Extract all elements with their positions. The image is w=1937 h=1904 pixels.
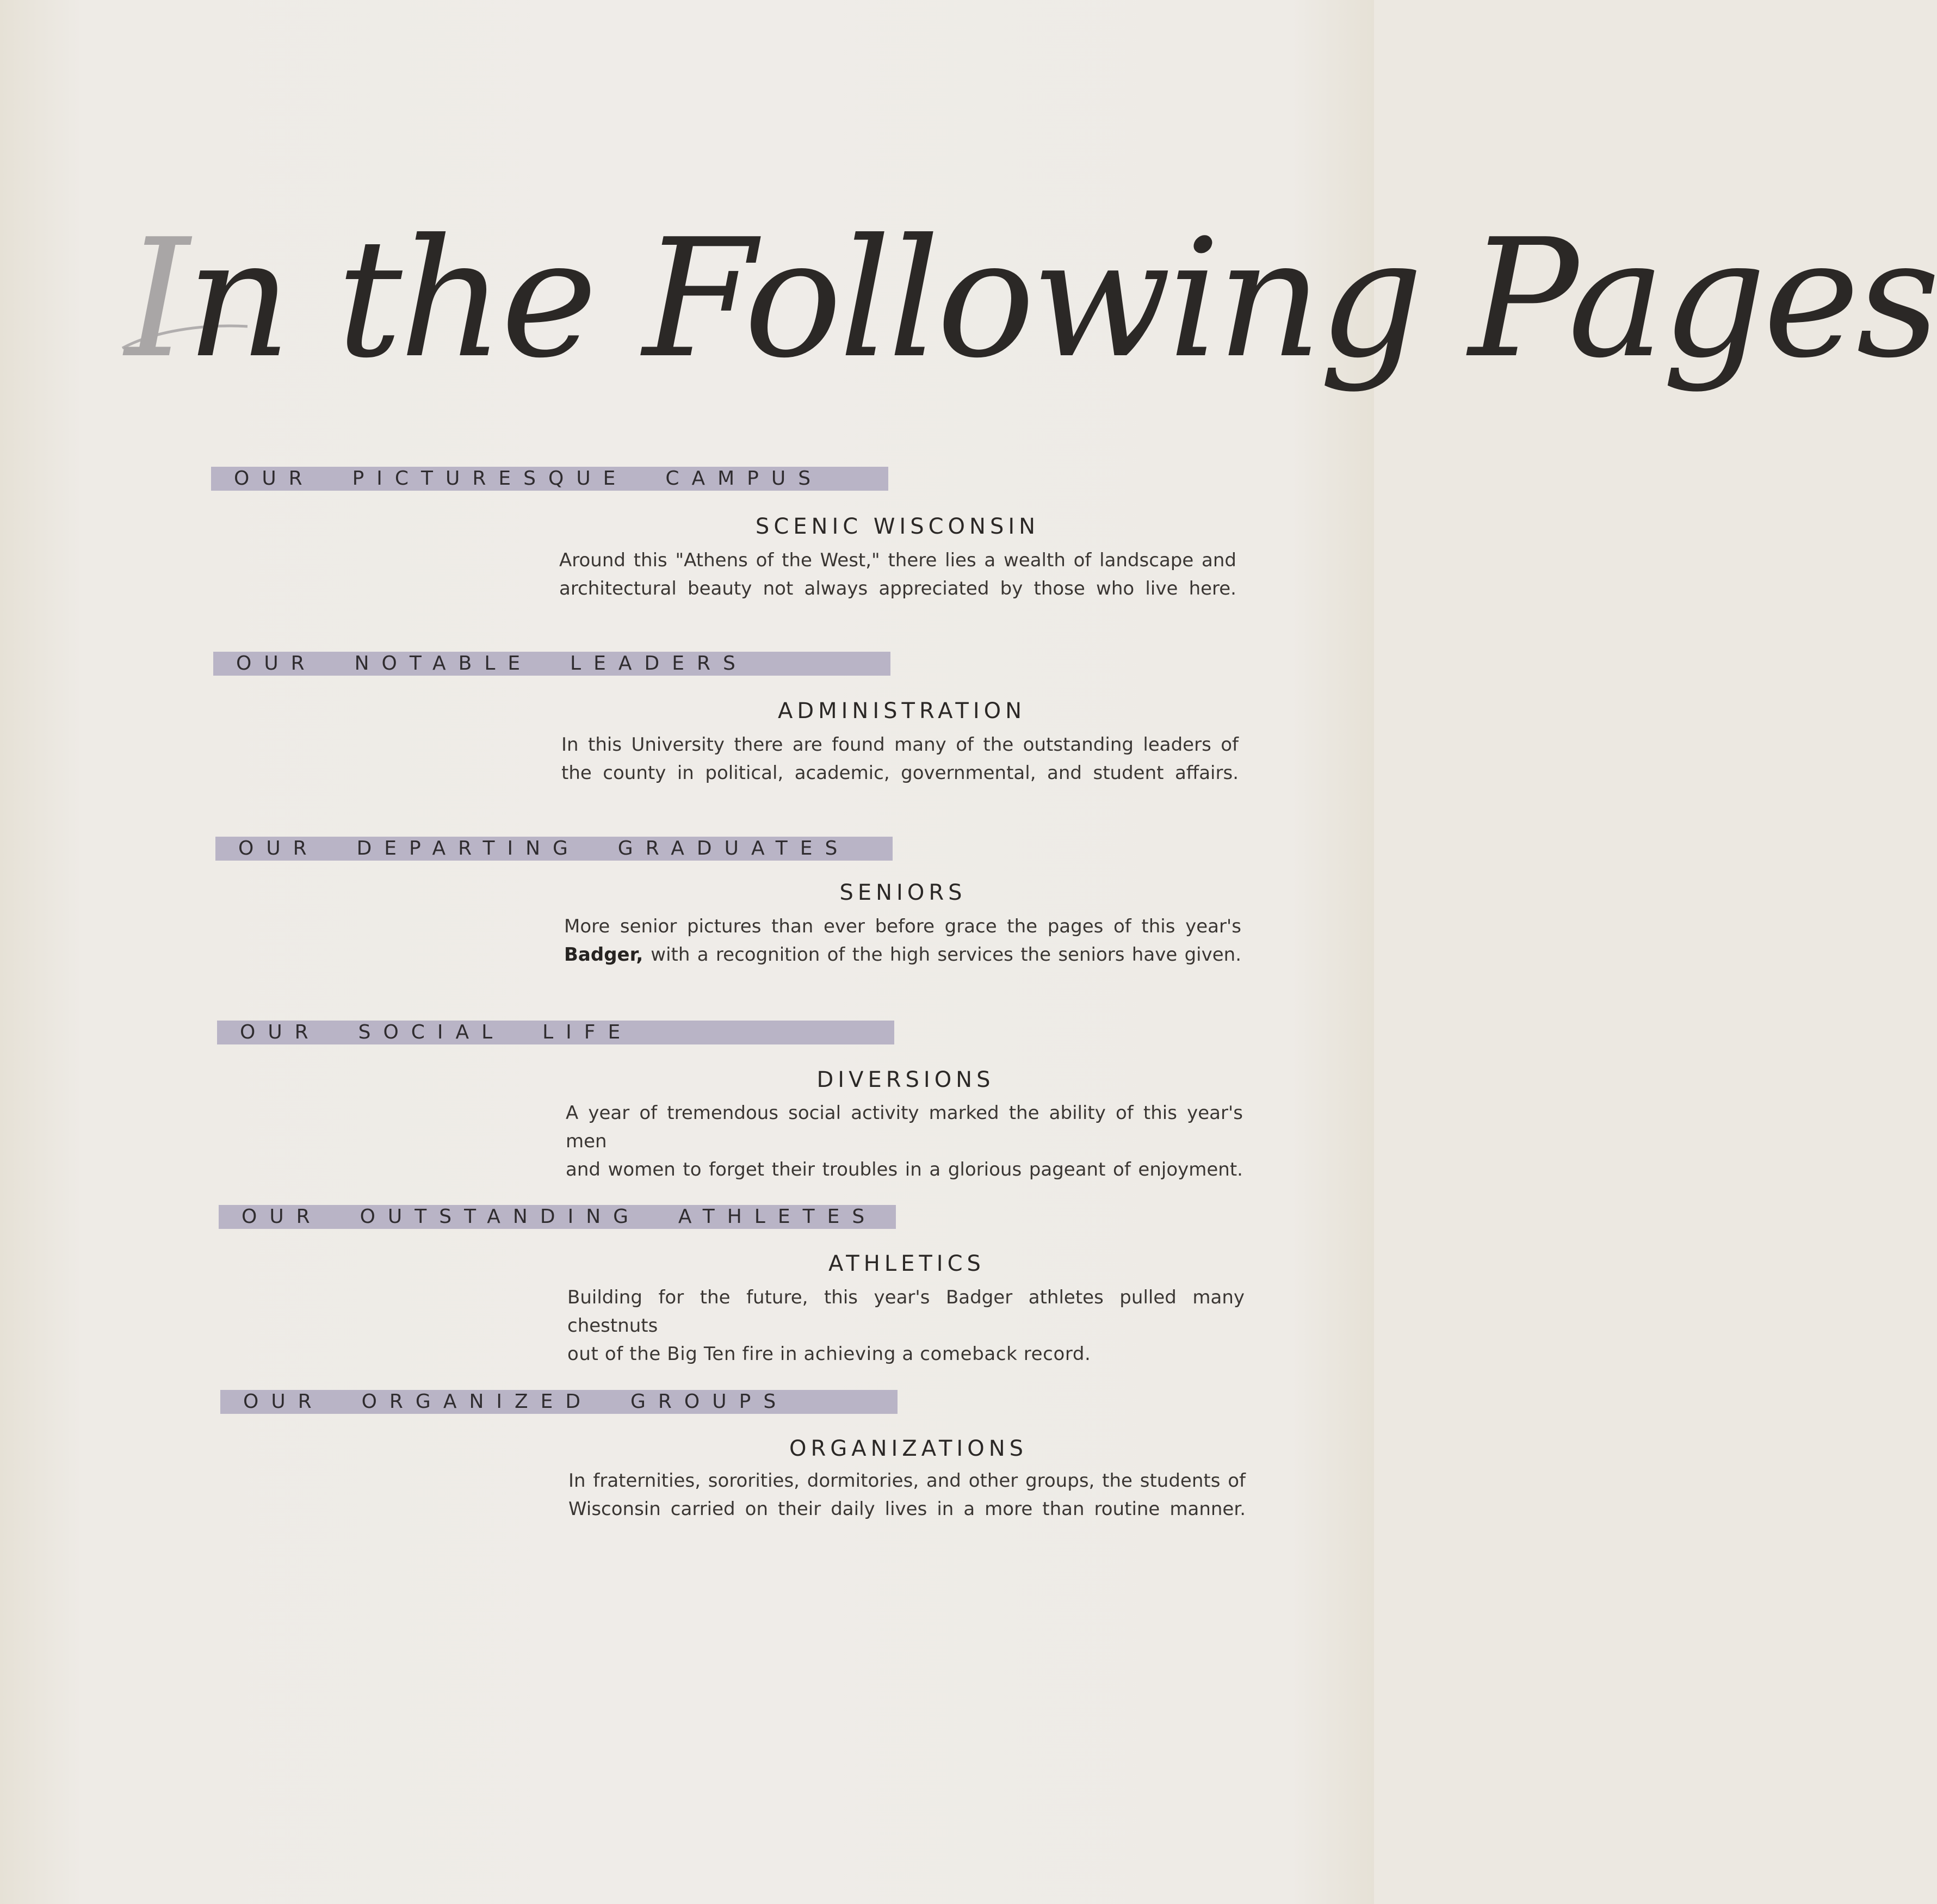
description-line: Wisconsin carried on their daily lives in a more than routine manner. xyxy=(568,1498,1246,1520)
section-heading: SCENIC WISCONSIN xyxy=(755,514,1040,539)
section-description xyxy=(561,731,1239,787)
section-description xyxy=(567,1283,1245,1368)
description-line: and women to forget their troubles in a glorious pageant of enjoyment. xyxy=(566,1159,1243,1180)
badger-bold-word: Badger, xyxy=(564,944,643,966)
description-line: In fraternities, sororities, dormitories, and other groups, the students of xyxy=(568,1470,1246,1492)
title-initial: I xyxy=(125,204,187,394)
section-heading: ORGANIZATIONS xyxy=(789,1436,1028,1461)
section-heading: SENIORS xyxy=(839,880,967,905)
description-line: Building for the future, this year's Badger athletes pulled many chestnuts xyxy=(567,1287,1245,1337)
section-heading: DIVERSIONS xyxy=(816,1067,995,1092)
section-heading: ADMINISTRATION xyxy=(777,698,1026,724)
description-line-rest: with a recognition of the high services the seniors have given. xyxy=(651,944,1241,966)
section-band: OUR NOTABLE LEADERS xyxy=(213,652,890,676)
section-band: OUR OUTSTANDING ATHLETES xyxy=(219,1205,896,1229)
section-heading: ATHLETICS xyxy=(828,1251,985,1276)
section-band: OUR DEPARTING GRADUATES xyxy=(215,837,893,861)
section-band: OUR SOCIAL LIFE xyxy=(217,1021,894,1044)
description-line: the county in political, academic, governmental, and student affairs. xyxy=(561,762,1239,784)
section-description xyxy=(564,912,1241,969)
description-line: Around this "Athens of the West," there lies a wealth of landscape and xyxy=(559,549,1236,571)
section-description xyxy=(559,546,1236,603)
description-line: architectural beauty not always appreciated by those who live here. xyxy=(559,578,1236,599)
description-line xyxy=(564,941,1241,969)
title-rest: n the Following Pages xyxy=(186,204,1937,394)
description-line: out of the Big Ten fire in achieving a comeback record. xyxy=(567,1343,1091,1365)
description-line: In this University there are found many of the outstanding leaders of xyxy=(561,734,1239,756)
description-line: More senior pictures than ever before grace the pages of this year's xyxy=(564,916,1241,937)
description-line: A year of tremendous social activity marked the ability of this year's men xyxy=(566,1102,1243,1152)
section-description xyxy=(568,1467,1246,1523)
section-band: OUR PICTURESQUE CAMPUS xyxy=(211,467,888,491)
page-title xyxy=(125,196,1937,403)
section-band: OUR ORGANIZED GROUPS xyxy=(220,1390,898,1414)
section-description xyxy=(566,1099,1243,1184)
